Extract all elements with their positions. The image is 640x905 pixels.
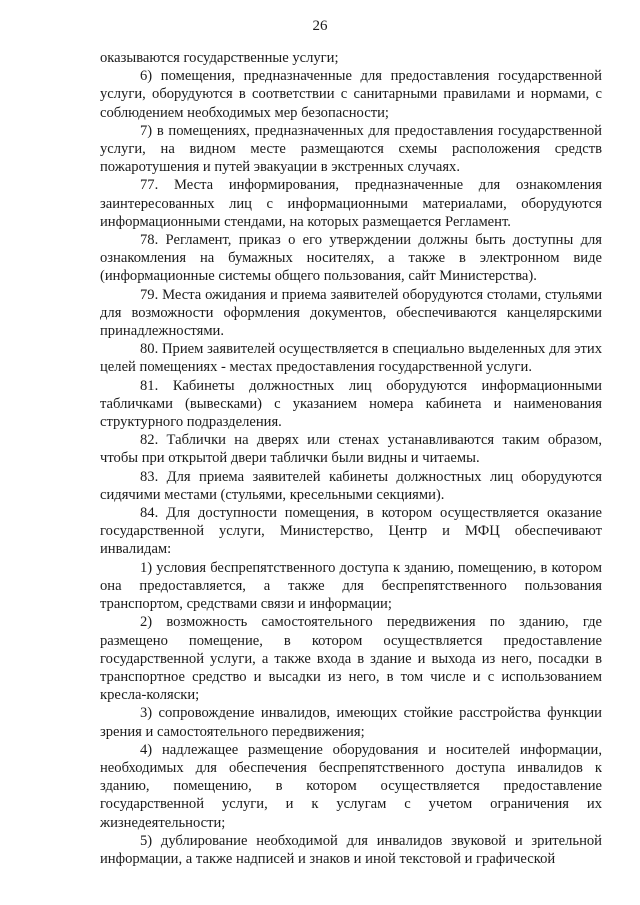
paragraph-82: 82. Таблички на дверях или стенах устанавливаются таким образом, чтобы при открытой двери таблички были видны и читаемы. (100, 432, 602, 467)
paragraph-84: 84. Для доступности помещения, в котором осуществляется оказание государственной услуги, Министерство, Центр и МФЦ обеспечивают инвалидам: (100, 505, 602, 558)
paragraph-77: 77. Места информирования, предназначенные для ознакомления заинтересованных лиц с информационными материалами, оборудуются информационными стендами, на которых размещается Регламент. (100, 177, 602, 230)
paragraph-84-item-3: 3) сопровождение инвалидов, имеющих стойкие расстройства функции зрения и самостоятельного передвижения; (100, 705, 602, 740)
paragraph-80: 80. Прием заявителей осуществляется в специально выделенных для этих целей помещениях - местах предоставления государственной услуги. (100, 341, 602, 376)
paragraph-84-item-4: 4) надлежащее размещение оборудования и носителей информации, необходимых для обеспечения беспрепятственного доступа инвалидов к зданию, помещению, в котором осуществляется предоставление государственной услуги, и к услугам с учетом ограничения их жизнедеятельности; (100, 741, 602, 831)
paragraph-84-item-5: 5) дублирование необходимой для инвалидов звуковой и зрительной информации, а также надписей и знаков и иной текстовой и графической (100, 832, 602, 867)
paragraph-84-item-1: 1) условия беспрепятственного доступа к зданию, помещению, в котором она предоставляется, а также для беспрепятственного пользования транспортом, средствами связи и информации; (100, 559, 602, 613)
document-body (100, 49, 602, 868)
paragraph-item-7: 7) в помещениях, предназначенных для предоставления государственной услуги, на видном месте размещаются схемы расположения средств пожаротушения и путей эвакуации в экстренных случаях. (100, 122, 602, 176)
paragraph-continuation: оказываются государственные услуги; (100, 50, 339, 66)
paragraph-81: 81. Кабинеты должностных лиц оборудуются информационными табличками (вывесками) с указанием номера кабинета и наименования структурного подразделения. (100, 377, 602, 431)
paragraph-item-6: 6) помещения, предназначенные для предоставления государственной услуги, оборудуются в соответствии с санитарными правилами и нормами, с соблюдением необходимых мер безопасности; (100, 68, 602, 121)
paragraph-79: 79. Места ожидания и приема заявителей оборудуются столами, стульями для возможности оформления документов, обеспечиваются канцелярскими принадлежностями. (100, 286, 602, 340)
paragraph-83: 83. Для приема заявителей кабинеты должностных лиц оборудуются сидячими местами (стульями, кресельными секциями). (100, 468, 602, 503)
paragraph-78: 78. Регламент, приказ о его утверждении должны быть доступны для ознакомления на бумажных носителях, а также в электронном виде (информационные системы общего пользования, сайт Министерства). (100, 232, 602, 285)
page-number: 26 (312, 18, 328, 34)
paragraph-84-item-2: 2) возможность самостоятельного передвижения по зданию, где размещено помещение, в котором осуществляется предоставление государственной услуги, а также входа в здание и выхода из него, посадки в транспортное средство и высадки из него, в том числе и с использованием кресла-коляски; (100, 614, 602, 704)
